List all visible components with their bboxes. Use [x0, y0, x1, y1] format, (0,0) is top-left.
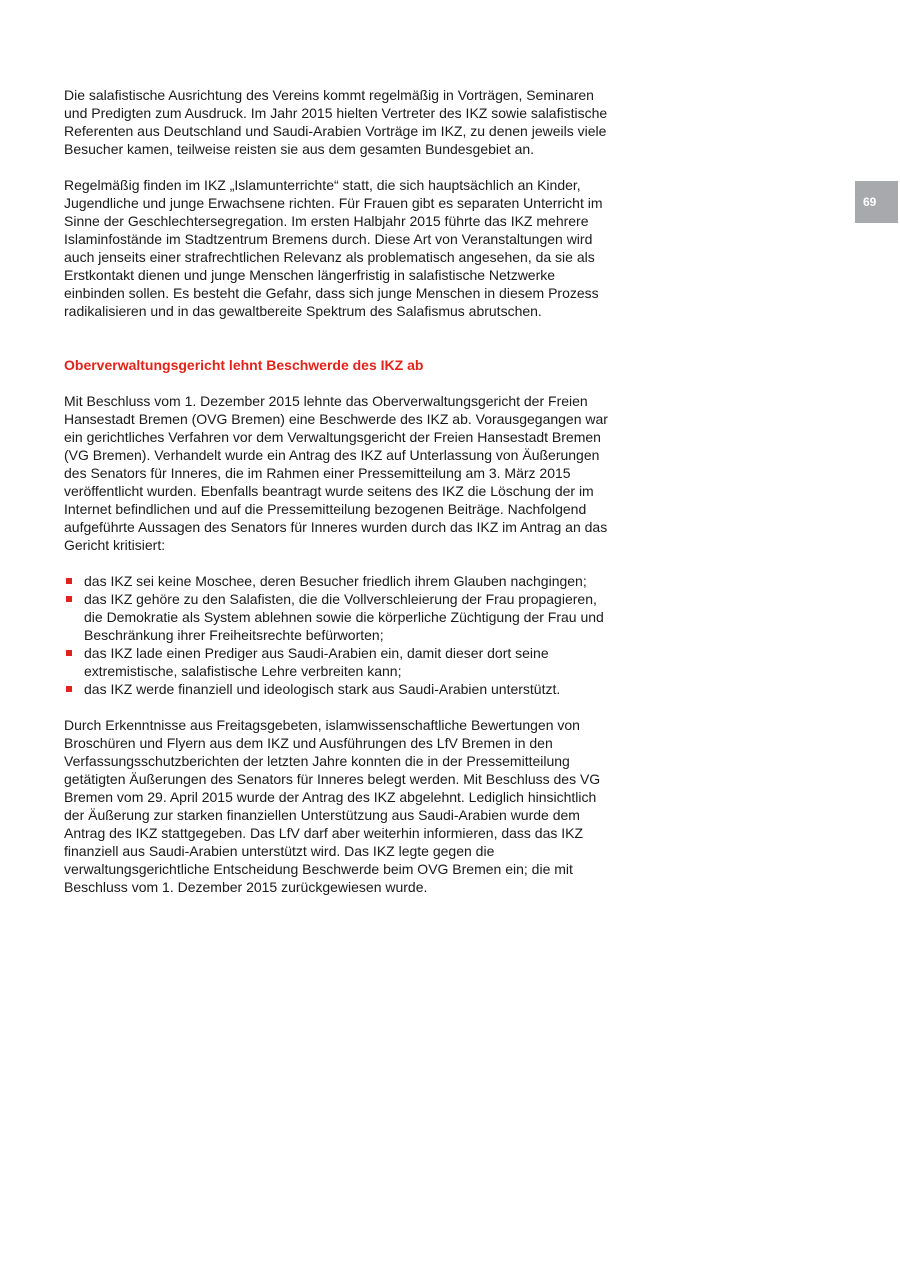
list-item	[64, 680, 612, 698]
list-item-text: das IKZ sei keine Moschee, deren Besucher friedlich ihrem Glauben nachgingen;	[84, 573, 587, 589]
list-item-text: das IKZ gehöre zu den Salafisten, die die Vollverschleierung der Frau propagieren, die Demokratie als System ablehnen sowie die körperliche Züchtigung der Frau und Beschränkung ihrer Freiheitsrechte befürworten;	[84, 591, 604, 643]
section-heading: Oberverwaltungsgericht lehnt Beschwerde des IKZ ab	[64, 357, 424, 373]
bullet-square-icon	[66, 650, 72, 656]
main-content	[64, 86, 612, 914]
list-item-text: das IKZ lade einen Prediger aus Saudi-Arabien ein, damit dieser dort seine extremistische, salafistische Lehre verbreiten kann;	[84, 645, 549, 679]
paragraph-salafist-orientation: Die salafistische Ausrichtung des Vereins kommt regelmäßig in Vorträgen, Seminaren und Predigten zum Ausdruck. Im Jahr 2015 hielten Vertreter des IKZ sowie salafistische Referenten aus Deutschland und Saudi-Arabien Vorträge im IKZ, zu denen jeweils viele Besucher kamen, teilweise reisten sie aus dem gesamten Bundesgebiet an.	[64, 87, 608, 157]
paragraph-court-intro: Mit Beschluss vom 1. Dezember 2015 lehnte das Oberverwaltungsgericht der Freien Hansestadt Bremen (OVG Bremen) eine Beschwerde des IKZ ab. Vorausgegangen war ein gerichtliches Verfahren vor dem Verwaltungsgericht der Freien Hansestadt Bremen (VG Bremen). Verhandelt wurde ein Antrag des IKZ auf Unterlassung von Äußerungen des Senators für Inneres, die im Rahmen einer Pressemitteilung am 3. März 2015 veröffentlicht wurden. Ebenfalls beantragt wurde seitens des IKZ die Löschung der im Internet befindlichen und auf die Pressemitteilung bezogenen Beiträge. Nachfolgend aufgeführte Aussagen des Senators für Inneres wurden durch das IKZ im Antrag an das Gericht kritisiert:	[64, 393, 608, 553]
bullet-square-icon	[66, 596, 72, 602]
list-item	[64, 572, 612, 590]
list-item	[64, 644, 612, 680]
page-number: 69	[863, 195, 877, 209]
paragraph-court-conclusion: Durch Erkenntnisse aus Freitagsgebeten, islamwissenschaftliche Bewertungen von Broschüren und Flyern aus dem IKZ und Ausführungen des LfV Bremen in den Verfassungsschutzberichten der letzten Jahre konnten die in der Pressemitteilung getätigten Äußerungen des Senators für Inneres belegt werden. Mit Beschluss des VG Bremen vom 29. April 2015 wurde der Antrag des IKZ abgelehnt. Lediglich hinsichtlich der Äußerung zur starken finanziellen Unterstützung aus Saudi-Arabien wurde dem Antrag des IKZ stattgegeben. Das LfV darf aber weiterhin informieren, dass das IKZ finanziell aus Saudi-Arabien unterstützt wird. Das IKZ legte gegen die verwaltungsgerichtliche Entscheidung Beschwerde beim OVG Bremen ein; die mit Beschluss vom 1. Dezember 2015 zurückgewiesen wurde.	[64, 717, 601, 895]
paragraph-islam-lessons: Regelmäßig finden im IKZ „Islamunterrichte“ statt, die sich hauptsächlich an Kinder, Jugendliche und junge Erwachsene richten. Für Frauen gibt es separaten Unterricht im Sinne der Geschlechtersegregation. Im ersten Halbjahr 2015 führte das IKZ mehrere Islaminfostände im Stadtzentrum Bremens durch. Diese Art von Veranstaltungen wird auch jenseits einer strafrechtlichen Relevanz als problematisch angesehen, da sie als Erstkontakt dienen und junge Menschen längerfristig in salafistische Netzwerke einbinden sollen. Es besteht die Gefahr, dass sich junge Menschen in diesem Prozess radikalisieren und in das gewaltbereite Spektrum des Salafismus abrutschen.	[64, 177, 603, 319]
bullet-square-icon	[66, 578, 72, 584]
criticized-statements-list	[64, 572, 612, 698]
bullet-square-icon	[66, 686, 72, 692]
page-number-tab	[855, 181, 898, 223]
list-item-text: das IKZ werde finanziell und ideologisch stark aus Saudi-Arabien unterstützt.	[84, 681, 561, 697]
list-item	[64, 590, 612, 644]
